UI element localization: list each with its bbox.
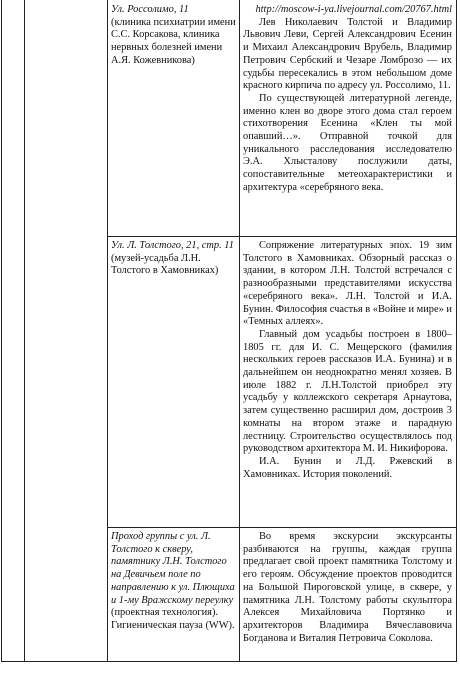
paragraph: По существующей литературной легенде, именно клен во дворе этого дома стал героем стихотворения Есенина «Клен ты мой опавший…». Отправной точкой для уникального расследования исследователю Э.А. Хлысталову послужили даты, сопоставительные метеохарактеристики и архитектура «серебряного века. [243,92,452,193]
table-divider-1 [24,0,25,662]
location-title: Ул. Россолимо, 11 [111,4,189,15]
paragraph: Сопряжение литературных эпох. 19 зим Толстого в Хамовниках. Обзорный рассказ о здании, в котором Л.Н. Толстой встречался с разнообразными представителями искусства «серебряного века». Л.Н. Толстой и И.А. Бунин. Философия счастья в «Войне и мире» и «Темных аллеях». [243,240,452,328]
row-3-location [111,531,236,633]
row-2-location [111,240,236,278]
table-border-right [456,0,457,662]
table-divider-3 [239,0,240,662]
location-note: (клиника психиатрии имени С.С. Корсакова, клиника нервных болезней имени А.Я. Кожевникова) [111,16,236,66]
row-3-description [243,531,452,645]
row-separator-2 [107,527,457,528]
table-border-left [1,0,2,662]
location-title: Проход группы с ул. Л. Толстого к скверу, памятнику Л.Н. Толстого на Девичьем поле по направлению к ул. Плющиха и 1-му Вражскому переулку [111,531,235,606]
paragraph: Лев Николаевич Толстой и Владимир Львович Леви, Сергей Александрович Есенин и Михаил Александрович Врубель, Владимир Петрович Сербский и Чезаре Ломброзо — их судьбы пересекались в этом небольшом доме красного кирпича по адресу ул. Россолимо, 11. [243,16,452,92]
paragraph: Главный дом усадьбы построен в 1800–1805 гг. для И. С. Мещерского (фамилия нескольких героев рассказов И.А. Бунина) и в дальнейшем он неоднократно менял хозяев. В июле 1882 г. Л.Н.Толстой приобрел эту усадьбу у коллежского секретаря Арнаутова, затем существенно расширил дом, достроив 3 комнаты на втором этаже и парадную лестницу. Строительство осуществлялось под руководством архитектора М. И. Никифорова. [243,328,452,455]
location-note: (музей-усадьба Л.Н. Толстого в Хамовниках) [111,252,219,277]
paragraph: И.А. Бунин и Л.Д. Ржевский в Хамовниках. История поколений. [243,455,452,480]
table-border-bottom [1,661,457,662]
row-1-location [111,4,236,68]
table-divider-2 [107,0,108,662]
row-separator-1 [107,236,457,237]
row-1-description [243,4,452,195]
source-url: http://moscow-i-ya.livejournal.com/20767.html [255,4,452,15]
paragraph: Во время экскурсии экскурсанты разбиваются на группы, каждая группа предлагает свой проект памятника Толстому и его героям. Обсуждение проектов проводится на Большой Пироговской улице, в скверe, у памятника Л.Н. Толстому работы скульптора Алексея Михайловича Портянко и архитекторов Владимира Вячеславовича Богданова и Виталия Петровича Соколова. [243,531,452,644]
location-note: (проектная технология). Гигиеническая пауза (WW). [111,607,235,631]
row-2-description [243,240,452,481]
location-title: Ул. Л. Толстого, 21, стр. 11 [111,240,234,251]
